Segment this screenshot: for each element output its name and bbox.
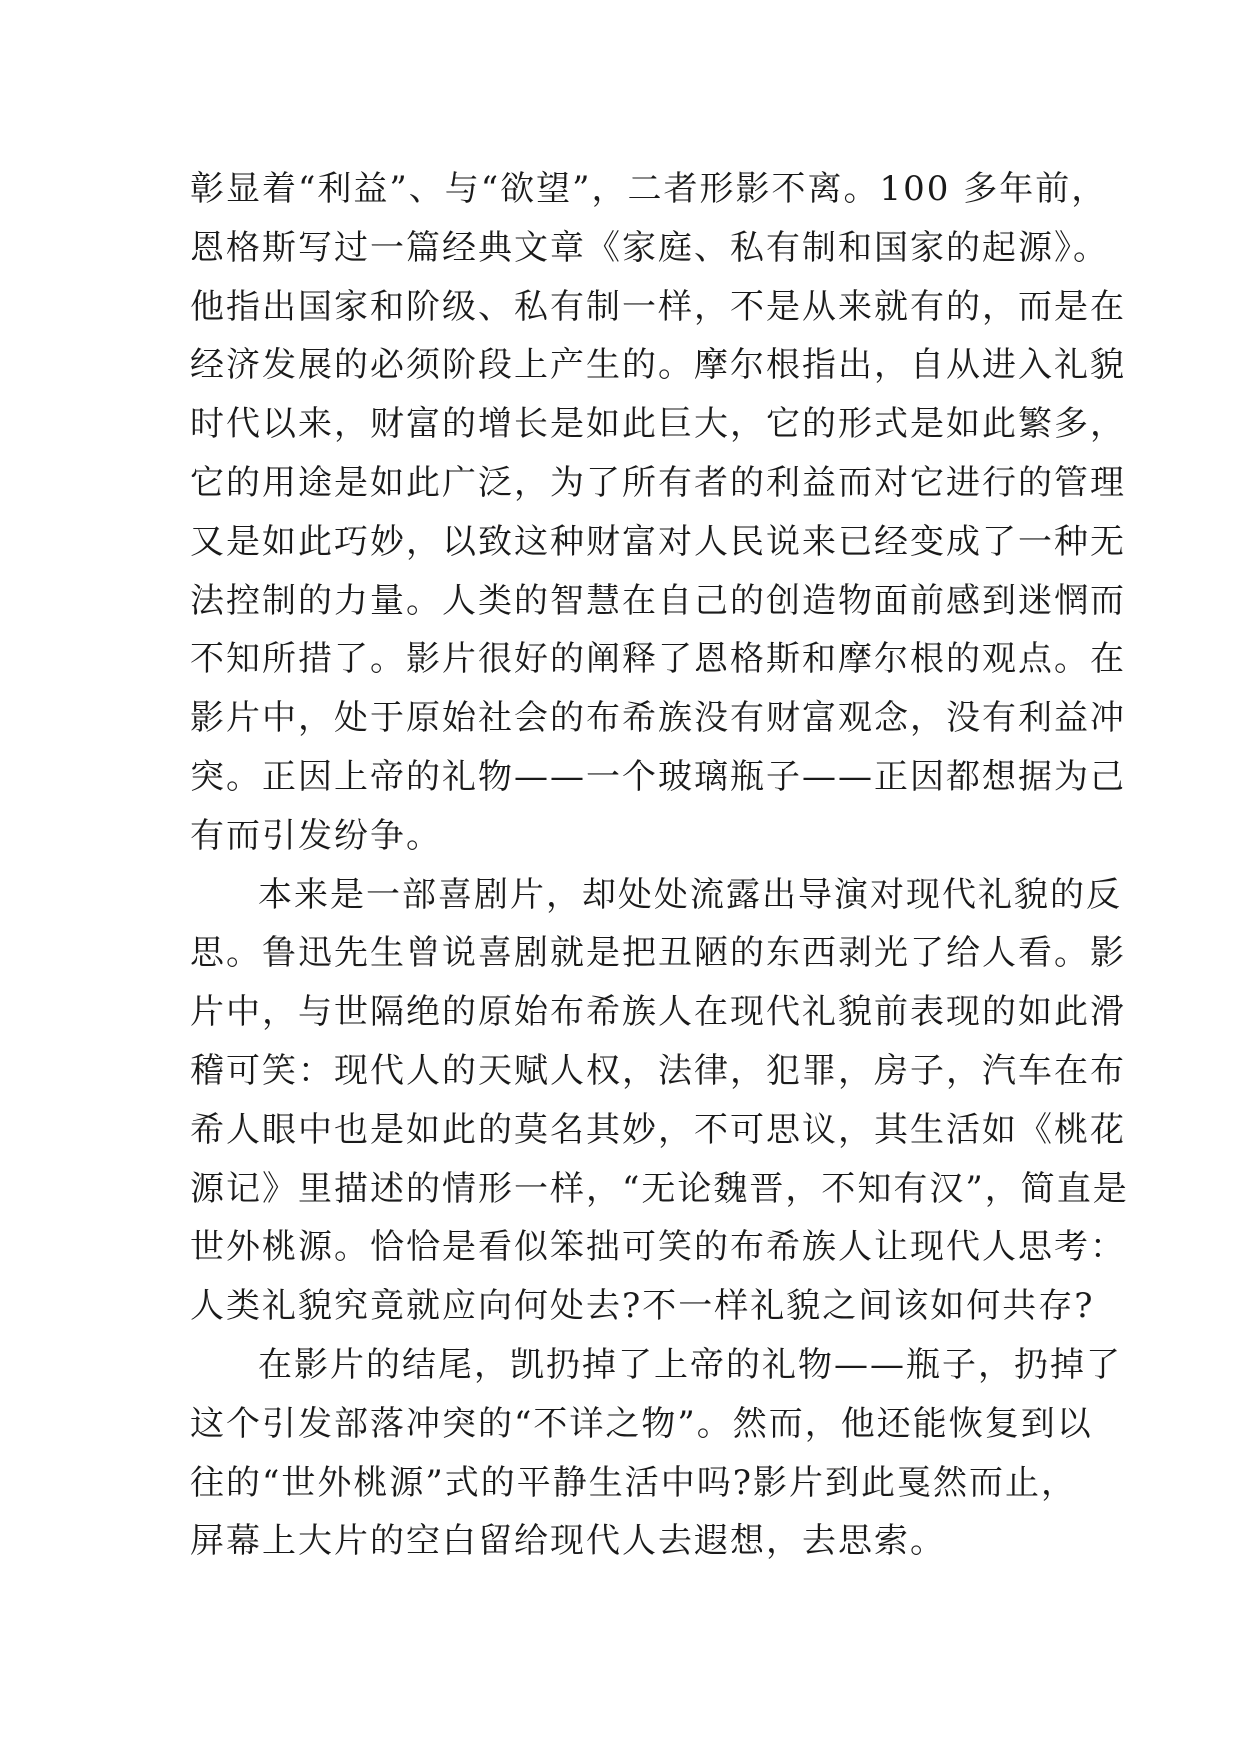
text-line: 源记》里描述的情形一样，“无论魏晋，不知有汉”，简直是 bbox=[190, 1168, 1129, 1209]
text-line: 突。正因上帝的礼物——一个玻璃瓶子——正因都想据为己 bbox=[190, 756, 1126, 797]
document-body bbox=[190, 160, 1129, 1571]
text-line: 不知所措了。影片很好的阐释了恩格斯和摩尔根的观点。在 bbox=[190, 639, 1126, 680]
text-line: 有而引发纷争。 bbox=[190, 815, 442, 856]
text-line: 影片中，处于原始社会的布希族没有财富观念，没有利益冲 bbox=[190, 698, 1126, 739]
text-line: 经济发展的必须阶段上产生的。摩尔根指出，自从进入礼貌 bbox=[190, 345, 1126, 386]
text-line: 恩格斯写过一篇经典文章《家庭、私有制和国家的起源》。 bbox=[190, 227, 1109, 268]
text-line: 这个引发部落冲突的“不详之物”。然而，他还能恢复到以 bbox=[190, 1403, 1093, 1444]
text-line: 又是如此巧妙，以致这种财富对人民说来已经变成了一种无 bbox=[190, 521, 1126, 562]
text-line: 片中，与世隔绝的原始布希族人在现代礼貌前表现的如此滑 bbox=[190, 992, 1126, 1033]
text-line: 他指出国家和阶级、私有制一样，不是从来就有的，而是在 bbox=[190, 286, 1126, 327]
paragraph-2 bbox=[190, 866, 1129, 1336]
text-line: 稽可笑：现代人的天赋人权，法律，犯罪，房子，汽车在布 bbox=[190, 1050, 1126, 1091]
paragraph-1 bbox=[190, 160, 1126, 866]
text-line: 屏幕上大片的空白留给现代人去遐想，去思索。 bbox=[190, 1521, 946, 1562]
text-line: 它的用途是如此广泛，为了所有者的利益而对它进行的管理 bbox=[190, 462, 1126, 503]
text-line: 希人眼中也是如此的莫名其妙，不可思议，其生活如《桃花 bbox=[190, 1109, 1126, 1150]
text-line: 人类礼貌究竟就应向何处去?不一样礼貌之间该如何共存? bbox=[190, 1286, 1095, 1327]
text-line: 思。鲁迅先生曾说喜剧就是把丑陋的东西剥光了给人看。影 bbox=[190, 933, 1126, 974]
paragraph-3 bbox=[190, 1336, 1122, 1571]
text-line: 法控制的力量。人类的智慧在自己的创造物面前感到迷惘而 bbox=[190, 580, 1126, 621]
text-line: 时代以来，财富的增长是如此巨大，它的形式是如此繁多， bbox=[190, 404, 1126, 445]
text-line: 世外桃源。恰恰是看似笨拙可笑的布希族人让现代人思考： bbox=[190, 1227, 1126, 1268]
text-line: 彰显着“利益”、与“欲望”，二者形影不离。100 多年前， bbox=[190, 169, 1108, 209]
text-line: 往的“世外桃源”式的平静生活中吗?影片到此戛然而止， bbox=[190, 1462, 1077, 1503]
text-line: 本来是一部喜剧片，却处处流露出导演对现代礼貌的反 bbox=[258, 874, 1122, 915]
text-line: 在影片的结尾，凯扔掉了上帝的礼物——瓶子，扔掉了 bbox=[258, 1344, 1122, 1385]
